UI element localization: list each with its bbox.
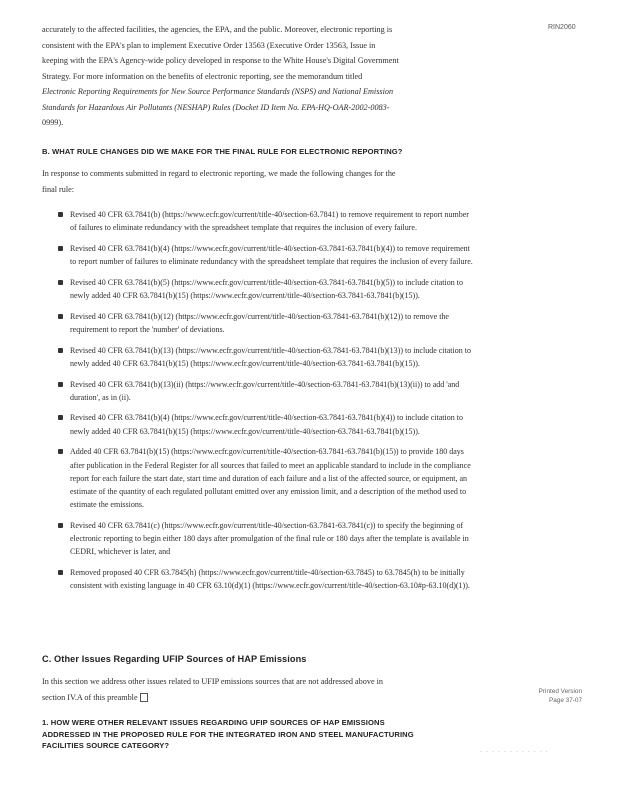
- list-item: Revised 40 CFR 63.7841(b)(12) (https://www.ecfr.gov/current/title-40/section-63.7841-63.7841(b)(12)) to remove the requirement to report the 'number' of deviations.: [62, 310, 476, 336]
- section-heading-changes: B. WHAT RULE CHANGES DID WE MAKE FOR THE FINAL RULE FOR ELECTRONIC REPORTING?: [42, 147, 403, 156]
- text-line: keeping with the EPA's Agency-wide policy developed in response to the White House's Digital Government: [42, 56, 399, 65]
- text-line: final rule:: [42, 184, 75, 194]
- section-heading-other: C. Other Issues Regarding UFIP Sources of HAP Emissions: [42, 654, 307, 664]
- intro-paragraph: [42, 22, 492, 131]
- footer-dots: · · · · · · · · · · · ·: [480, 748, 549, 755]
- changes-intro: [42, 166, 492, 197]
- text-line-content: section IV.A of this preamble: [42, 692, 138, 702]
- list-item: Added 40 CFR 63.7841(b)(15) (https://www.ecfr.gov/current/title-40/section-63.7841-63.7841(b)(15)) to provide 180 days after publication in the Federal Register for all sources that failed to meet an applicable standard to include in the compliance report for each failure the start date, start time and duration of each failure and a list of the affected source, or equipment, an estimate of the quantity of each regulated pollutant emitted over any emission limit, and a description of the method used to estimate the emissions.: [62, 445, 476, 511]
- list-item: Revised 40 CFR 63.7841(b) (https://www.ecfr.gov/current/title-40/section-63.7841) to remove requirement to report number of failures to eliminate redundancy with the spreadsheet template that requires the inclusion of every failure.: [62, 208, 476, 234]
- list-item: Revised 40 CFR 63.7841(b)(13) (https://www.ecfr.gov/current/title-40/section-63.7841-63.7841(b)(13)) to include citation to newly added 40 CFR 63.7841(b)(15) (https://www.ecfr.gov/current/title-40/section-63.7841-63.7841(b)(15)).: [62, 344, 476, 370]
- heading-line: ADDRESSED IN THE PROPOSED RULE FOR THE INTEGRATED IRON AND STEEL MANUFACTURING: [42, 729, 414, 739]
- text-line: consistent with the EPA's plan to implement Executive Order 13563 (Executive Order 13563, Issue in: [42, 40, 376, 50]
- changes-list: [62, 208, 476, 600]
- list-item: Removed proposed 40 CFR 63.7845(h) (https://www.ecfr.gov/current/title-40/section-63.7845) to 63.7845(h) to be initially consistent with existing language in 40 CFR 63.10(d)(1) (https://www.ecfr.gov/current/title-40/section-63.10#p-63.10(d)(1)).: [62, 566, 476, 592]
- text-line: In this section we address other issues related to UFIP emissions sources that are not addressed above in: [42, 677, 383, 686]
- list-item: Revised 40 CFR 63.7841(b)(5) (https://www.ecfr.gov/current/title-40/section-63.7841-63.7841(b)(5)) to include citation to newly added 40 CFR 63.7841(b)(15) (https://www.ecfr.gov/current/title-40/section-63.7841-63.7841(b)(15)).: [62, 276, 476, 302]
- side-note-line: Printed Version: [538, 688, 582, 695]
- other-paragraph: [42, 674, 492, 705]
- text-line: Electronic Reporting Requirements for New Source Performance Standards (NSPS) and National Emission: [42, 87, 394, 96]
- side-note-line: Page 37-07: [548, 696, 582, 704]
- text-line: accurately to the affected facilities, the agencies, the EPA, and the public. Moreover, electronic reporting is: [42, 25, 393, 34]
- text-line: Standards for Hazardous Air Pollutants (NESHAP) Rules (Docket ID Item No. EPA-HQ-OAR-2002-0083-: [42, 102, 390, 112]
- text-line: Strategy. For more information on the benefits of electronic reporting, see the memorandum titled: [42, 71, 363, 81]
- printed-version-note: [510, 688, 582, 705]
- text-line: 0999).: [42, 118, 64, 127]
- heading-line: FACILITIES SOURCE CATEGORY?: [42, 741, 170, 750]
- list-item: Revised 40 CFR 63.7841(b)(13)(ii) (https://www.ecfr.gov/current/title-40/section-63.7841-63.7841(b)(13)(ii)) to add 'and duration', as in (ii).: [62, 378, 476, 404]
- list-item: Revised 40 CFR 63.7841(b)(4) (https://www.ecfr.gov/current/title-40/section-63.7841-63.7841(b)(4)) to remove requirement to report number of failures to eliminate redundancy with the spreadsheet template that requires the inclusion of every failure.: [62, 242, 476, 268]
- heading-line: 1. HOW WERE OTHER RELEVANT ISSUES REGARDING UFIP SOURCES OF HAP EMISSIONS: [42, 718, 385, 727]
- list-item: Revised 40 CFR 63.7841(c) (https://www.ecfr.gov/current/title-40/section-63.7841-63.7841(c)) to specify the beginning of electronic reporting to begin either 180 days after promulgation of the final rule or 180 days after the template is available in CEDRI, whichever is later, and: [62, 519, 476, 559]
- question-heading: [42, 717, 414, 752]
- footnote-box-icon: [140, 693, 148, 702]
- fr-code: RIN2060: [548, 24, 576, 31]
- text-line: [42, 690, 492, 706]
- list-item: Revised 40 CFR 63.7841(b)(4) (https://www.ecfr.gov/current/title-40/section-63.7841-63.7841(b)(4)) to include citation to newly added 40 CFR 63.7841(b)(15) (https://www.ecfr.gov/current/title-40/section-63.7841-63.7841(b)(15)).: [62, 411, 476, 437]
- text-line: In response to comments submitted in regard to electronic reporting, we made the following changes for the: [42, 169, 396, 178]
